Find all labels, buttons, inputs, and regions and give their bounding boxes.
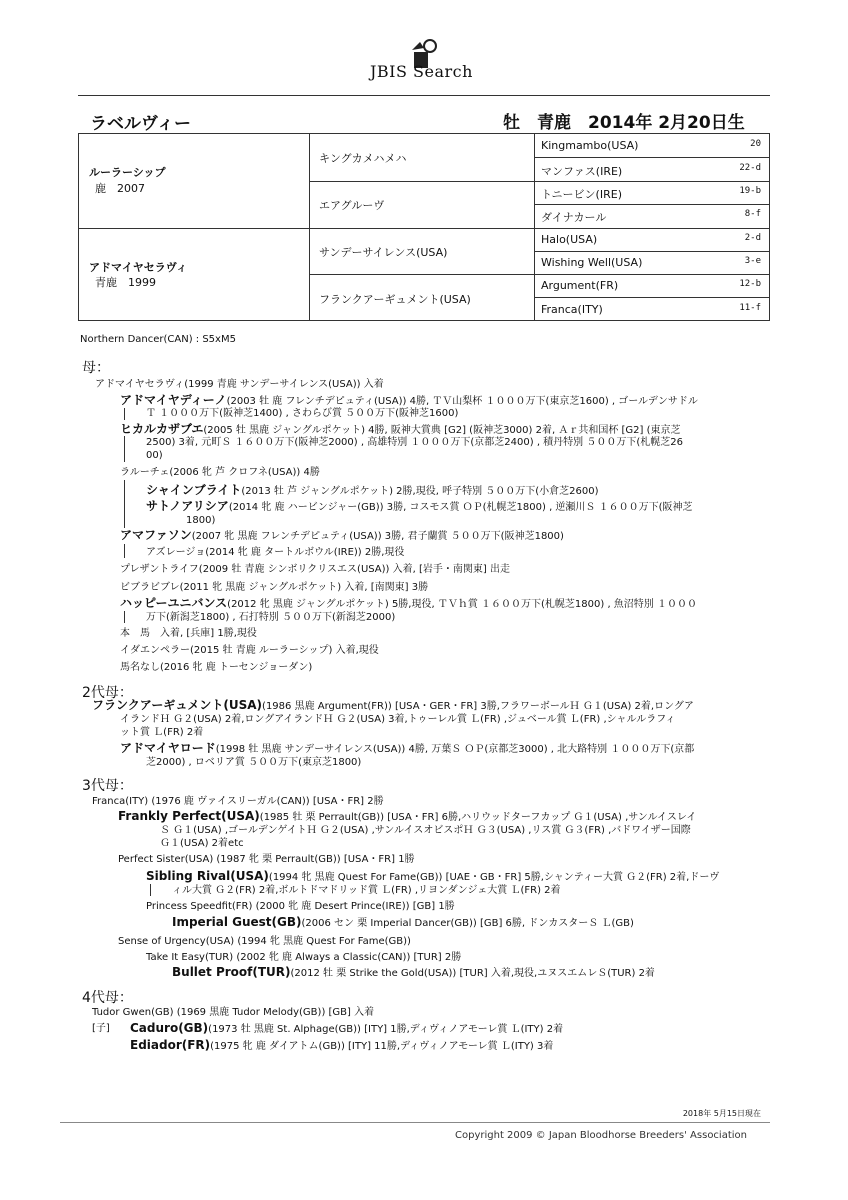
section-dam: 母： [82,360,110,376]
section-gen2: 2代母： [82,685,133,701]
gen3-4: ダイナカール 8-f [541,209,761,224]
family-line-cont: Ｓ Ｇ１(USA) ,ゴールデンゲイトＨ Ｇ２(USA) ,サンルイスオビスポＨ Ｇ３(USA) ,リス賞 Ｇ３(FR) ,バドワイザー国際 [160,825,691,836]
dam-sire: サンデーサイレンス(USA) [319,246,448,259]
family-line: サトノアリシア(2014 牝 鹿 ハービンジャー(GB)) 3勝, コスモス賞 ＯＰ(札幌芝1800) , 逆瀬川Ｓ １６００万下(阪神芝 [146,499,693,513]
horse-info: 牡 青鹿 2014年 2月20日生 [503,113,745,133]
family-line-cont: イランドＨ Ｇ２(USA) 2着,ロングアイランドＨ Ｇ２(USA) 3着,トゥーレル賞 Ｌ(FR) ,ジュベール賞 Ｌ(FR) ,シャルルラフィ [120,714,676,725]
family-line: Frankly Perfect(USA)(1985 牡 栗 Perrault(GB)) [USA・FR] 6勝,ハリウッドターフカップ Ｇ１(USA) ,サンルイスレイ [118,809,697,823]
section-gen4: 4代母： [82,990,133,1006]
horse-name: ラベルヴィー [90,114,191,134]
family-line-cont: ット賞 Ｌ(FR) 2着 [120,727,204,738]
family-line: Franca(ITY) (1976 鹿 ヴァイスリーガル(CAN)) [USA・FR] 2勝 [92,796,384,807]
family-line-cont: 1800) [186,515,216,526]
gen3-2: マンファス(IRE) 22-d [541,163,761,178]
gen3-6: Wishing Well(USA) 3-e [541,256,761,269]
family-line: Caduro(GB)(1973 牡 黒鹿 St. Alphage(GB)) [ITY] 1勝,ディヴィノアモーレ賞 Ｌ(ITY) 2着 [130,1021,564,1035]
family-line-cont: 万下(新潟芝1800) , 石打特別 ５００万下(新潟芝2000) [146,612,396,623]
family-line: Ediador(FR)(1975 牝 鹿 ダイアトム(GB)) [ITY] 11勝,ディヴィノアモーレ賞 Ｌ(ITY) 3着 [130,1038,554,1052]
family-line: イダエンペラー(2015 牡 青鹿 ルーラーシップ) 入着,現役 [120,645,379,656]
as-of-date: 2018年 5月15日現在 [682,1109,761,1118]
family-line: Bullet Proof(TUR)(2012 牡 栗 Strike the Gold(USA)) [TUR] 入着,現役,ユヌスエムレＳ(TUR) 2着 [172,965,655,979]
jbis-logo [370,38,490,84]
family-line-prefix: [子] [92,1023,110,1034]
gen3-1: Kingmambo(USA) 20 [541,139,761,152]
family-line: ラルーチェ(2006 牝 芦 クロフネ(USA)) 4勝 [120,467,320,478]
inbreeding: Northern Dancer(CAN) : S5xM5 [80,334,236,345]
family-line: シャインブライト(2013 牡 芦 ジャングルポケット) 2勝,現役, 呼子特別 ５００万下(小倉芝2600) [146,483,599,497]
family-line: 馬名なし(2016 牝 鹿 トーセンジョーダン) [120,662,313,673]
family-line: ビブラビブレ(2011 牝 黒鹿 ジャングルポケット) 入着, [南関東] 3勝 [120,582,429,593]
family-line: アズレージョ(2014 牝 鹿 タートルボウル(IRE)) 2勝,現役 [146,547,405,558]
dam-detail: 青鹿 1999 [95,276,156,289]
sire-detail: 鹿 2007 [95,182,145,195]
family-line: 本 馬 入着, [兵庫] 1勝,現役 [120,628,257,639]
logo-text: JBIS Search [370,62,473,81]
footer-rule [60,1122,770,1123]
family-line: ヒカルカザブエ(2005 牡 黒鹿 ジャングルポケット) 4勝, 阪神大賞典 [G2] (阪神芝3000) 2着, Ａｒ共和国杯 [G2] (東京芝 [120,422,681,436]
family-line: アドマイヤセラヴィ(1999 青鹿 サンデーサイレンス(USA)) 入着 [95,379,384,390]
dam-name: アドマイヤセラヴィ [89,261,188,274]
family-line-cont: Ｔ １０００万下(阪神芝1400) , さわらび賞 ５００万下(阪神芝1600) [146,408,459,419]
gen3-8: Franca(ITY) 11-f [541,303,761,316]
gen3-7: Argument(FR) 12-b [541,279,761,292]
dam-dam: フランクアーギュメント(USA) [319,293,471,306]
gen3-3: トニービン(IRE) 19-b [541,186,761,201]
sire-sire: キングカメハメハ [319,152,407,165]
family-line: Take It Easy(TUR) (2002 牝 鹿 Always a Classic(CAN)) [TUR] 2勝 [146,952,462,963]
gen3-5: Halo(USA) 2-d [541,233,761,246]
family-line: Tudor Gwen(GB) (1969 黒鹿 Tudor Melody(GB)) [GB] 入着 [92,1007,375,1018]
family-line: フランクアーギュメント(USA)(1986 黒鹿 Argument(FR)) [USA・GER・FR] 3勝,フラワーボールＨ Ｇ１(USA) 2着,ロングア [92,698,694,712]
family-line: アマファソン(2007 牝 黒鹿 フレンチデピュティ(USA)) 3勝, 君子蘭賞 ５００万下(阪神芝1800) [120,528,564,542]
family-line-cont: 2500) 3着, 元町Ｓ １６００万下(阪神芝2000) , 高雄特別 １０００万下(京都芝2400) , 積丹特別 ５００万下(札幌芝26 [146,437,683,448]
family-line: ハッピーユニバンス(2012 牝 黒鹿 ジャングルポケット) 5勝,現役, ＴＶｈ賞 １６００万下(札幌芝1800) , 魚沼特別 １０００ [120,596,697,610]
family-line: Sense of Urgency(USA) (1994 牝 黒鹿 Quest For Fame(GB)) [118,936,411,947]
family-line-cont: 00) [146,450,163,461]
family-line: Princess Speedfit(FR) (2000 牝 鹿 Desert Prince(IRE)) [GB] 1勝 [146,901,455,912]
copyright: Copyright 2009 © Japan Bloodhorse Breeders' Association [455,1130,747,1141]
family-line: アドマイヤロード(1998 牡 黒鹿 サンデーサイレンス(USA)) 4勝, 万葉Ｓ ＯＰ(京都芝3000) , 北大路特別 １０００万下(京都 [120,741,695,755]
family-line: プレザントライフ(2009 牡 青鹿 シンボリクリスエス(USA)) 入着, [岩手・南関東] 出走 [120,564,510,575]
sire-name: ルーラーシップ [89,166,166,179]
family-line: アドマイヤディーノ(2003 牡 鹿 フレンチデピュティ(USA)) 4勝, ＴＶ山梨杯 １０００万下(東京芝1600) , ゴールデンサドル [120,393,698,407]
pedigree-table [78,133,770,321]
sire-dam: エアグルーヴ [319,199,385,212]
family-line: Perfect Sister(USA) (1987 牝 栗 Perrault(GB)) [USA・FR] 1勝 [118,854,415,865]
family-line: Imperial Guest(GB)(2006 セン 栗 Imperial Dancer(GB)) [GB] 6勝, ドンカスターＳ Ｌ(GB) [172,915,634,929]
section-gen3: 3代母： [82,778,133,794]
family-line: Sibling Rival(USA)(1994 牝 黒鹿 Quest For Fame(GB)) [UAE・GB・FR] 5勝,シャンティー大賞 Ｇ２(FR) 2着,ドーヴ [146,869,720,883]
family-line-cont: ィル大賞 Ｇ２(FR) 2着,ボルトドマドリッド賞 Ｌ(FR) ,リヨンダンジェ大賞 Ｌ(FR) 2着 [172,885,561,896]
family-line-cont: Ｇ１(USA) 2着etc [160,838,244,849]
family-line-cont: 芝2000) , ロベリア賞 ５００万下(東京芝1800) [146,757,362,768]
header-rule [78,95,770,96]
